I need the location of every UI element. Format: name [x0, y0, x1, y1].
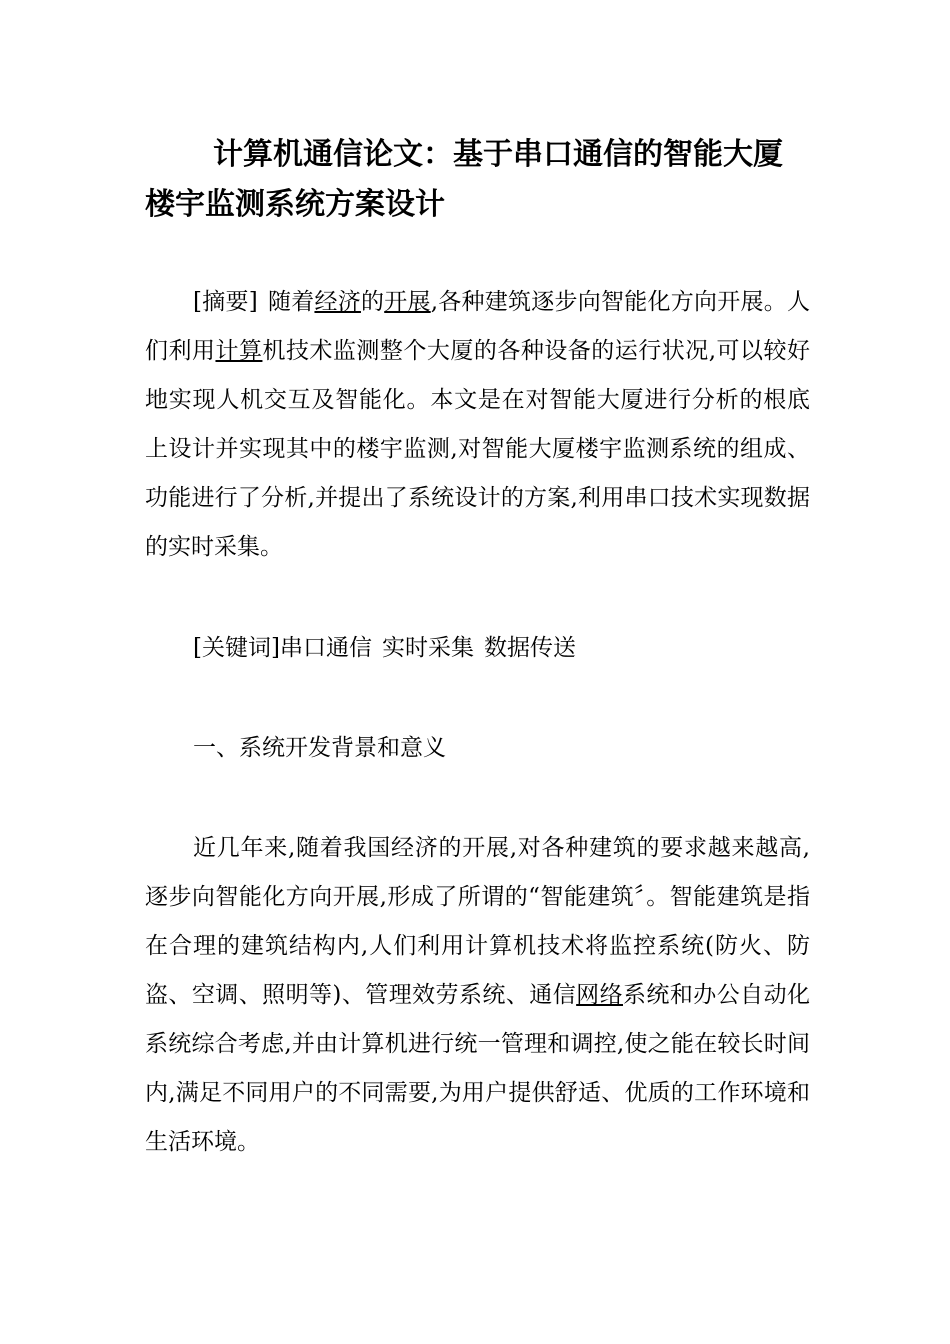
- section-paragraph: [145, 824, 810, 1167]
- keyword-item: 串口通信: [279, 635, 372, 661]
- section-text: 系统和办公自动化系统综合考虑,并由计算机进行统一管理和调控,使之能在较长时间内,满足不同用户的不同需要,为用户提供舒适、优质的工作环境和生活环境。: [145, 982, 811, 1155]
- link-development[interactable]: 开展: [384, 289, 431, 315]
- keyword-item: 数据传送: [483, 635, 576, 661]
- abstract-text: 的: [360, 289, 385, 315]
- keyword-item: 实时采集: [381, 635, 474, 661]
- abstract-paragraph: [145, 278, 810, 572]
- section-text: 近几年来,随着我国经济的开展,对各种建筑的要求越来越高,逐步向智能化方向开展,形成了所谓的“智能建筑〞。智能建筑是指在合理的建筑结构内,人们利用计算机技术将监控系统(防火、防盗、空调、照明等)、管理效劳系统、通信: [145, 835, 810, 1008]
- abstract-text: ,各种建筑逐步向智能化方向开展。人们利用: [145, 289, 811, 364]
- keywords-label: [关键词]: [193, 635, 280, 661]
- abstract-label: [摘要]: [193, 289, 258, 315]
- link-network[interactable]: 网络: [576, 982, 623, 1008]
- document-title: 计算机通信论文：基于串口通信的智能大厦楼宇监测系统方案设计: [145, 137, 783, 222]
- link-economy[interactable]: 经济: [314, 289, 361, 315]
- abstract-text: 随着: [267, 289, 315, 315]
- abstract-text: 机技术监测整个大厦的各种设备的运行状况,可以较好地实现人机交互及智能化。本文是在对智能大厦进行分析的根底上设计并实现其中的楼宇监测,对智能大厦楼宇监测系统的组成、功能进行了分析,并提出了系统设计的方案,利用串口技术实现数据的实时采集。: [145, 338, 811, 560]
- link-computing[interactable]: 计算: [215, 338, 263, 364]
- keywords-paragraph: [145, 624, 810, 673]
- section-heading: 一、系统开发背景和意义: [193, 735, 446, 761]
